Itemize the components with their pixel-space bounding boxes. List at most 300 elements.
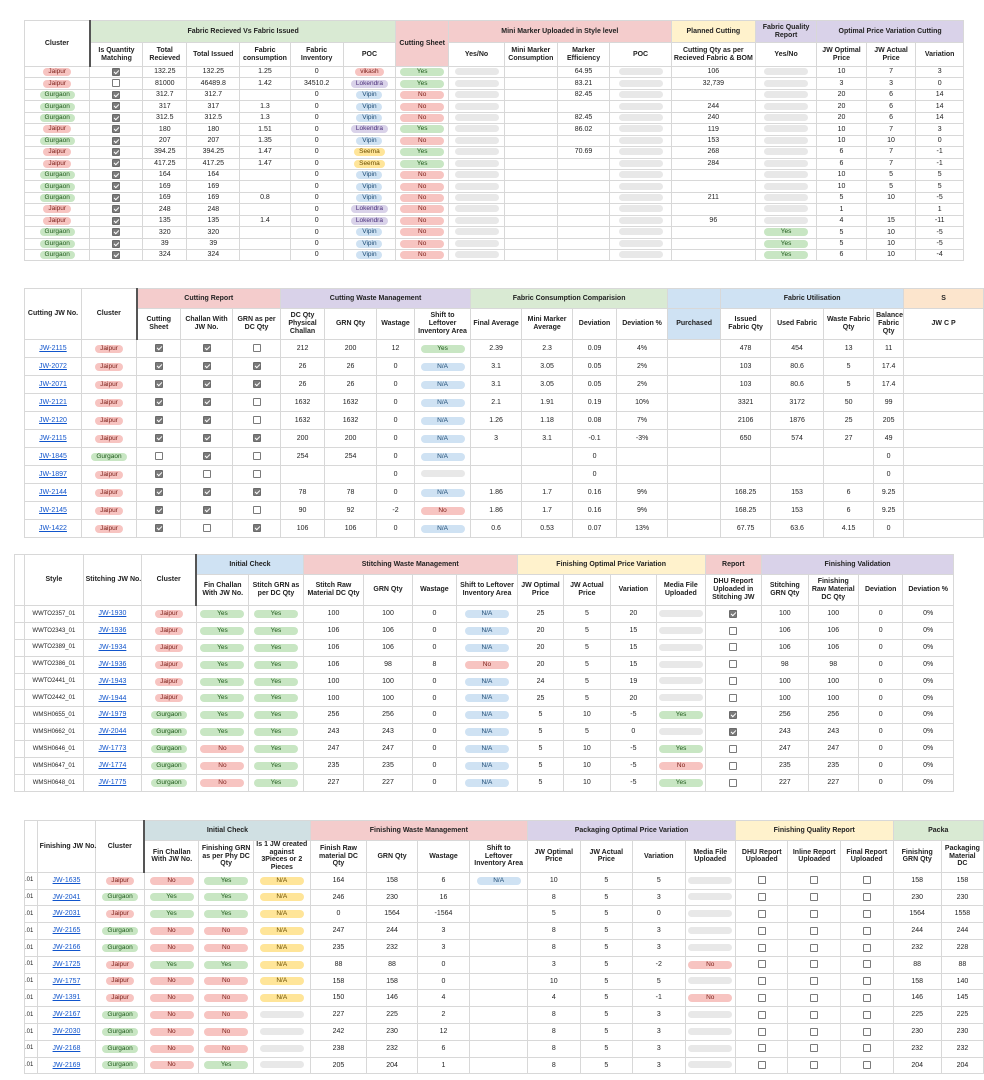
challan-checkbox[interactable]	[181, 448, 233, 466]
balance-fabric-cell[interactable]: 0	[874, 520, 904, 538]
truncated-cell[interactable]: .01	[25, 1007, 38, 1024]
checkbox[interactable]	[203, 362, 211, 370]
jw-link[interactable]: JW-1944	[98, 694, 127, 702]
total-received-cell[interactable]: 135	[143, 215, 187, 226]
variation-cell[interactable]: 19	[610, 673, 656, 690]
poc-cell[interactable]	[343, 169, 396, 180]
grn-qty-cell[interactable]: 254	[325, 448, 377, 466]
stitch-grn-cell[interactable]	[249, 690, 304, 707]
jw-link-cell[interactable]	[83, 639, 142, 656]
variation-cell[interactable]: 14	[916, 89, 964, 100]
cluster-cell[interactable]	[82, 430, 137, 448]
wastage-cell[interactable]: 0	[377, 430, 415, 448]
checkbox[interactable]	[112, 159, 120, 167]
deviation-cell[interactable]: 0	[858, 741, 902, 758]
fabric-quality-cell[interactable]	[756, 89, 817, 100]
wastage-cell[interactable]: 0	[412, 724, 456, 741]
fabric-consumption-cell[interactable]	[240, 181, 291, 192]
cluster-cell[interactable]	[142, 774, 197, 791]
checkbox[interactable]	[155, 434, 163, 442]
jw-pieces-cell[interactable]	[253, 889, 310, 906]
media-file-cell[interactable]	[657, 606, 705, 623]
purchased-cell[interactable]	[668, 340, 721, 358]
jw-link[interactable]: JW-2041	[52, 893, 81, 901]
mini-marker-yesno-cell[interactable]	[449, 204, 505, 215]
total-issued-cell[interactable]: 135	[187, 215, 240, 226]
jw-optimal-price-cell[interactable]: 1	[817, 204, 867, 215]
wastage-cell[interactable]: 8	[412, 656, 456, 673]
quantity-matching-checkbox[interactable]	[90, 215, 143, 226]
jw-link[interactable]: JW-2115	[39, 344, 67, 352]
shift-leftover-cell[interactable]	[457, 724, 518, 741]
packaging-material-cell[interactable]: 225	[941, 1007, 983, 1024]
finishing-raw-dc-cell[interactable]: 106	[808, 639, 858, 656]
final-report-checkbox[interactable]	[840, 923, 893, 940]
jw-optimal-price-cell[interactable]: 8	[528, 939, 581, 956]
waste-fabric-cell[interactable]	[824, 448, 874, 466]
checkbox[interactable]	[729, 762, 737, 770]
finish-raw-dc-cell[interactable]: 88	[310, 956, 367, 973]
truncated-cell[interactable]: .01	[25, 923, 38, 940]
jw-optimal-price-cell[interactable]: 4	[817, 215, 867, 226]
checkbox[interactable]	[112, 148, 120, 156]
mini-marker-average-cell[interactable]: 1.18	[522, 412, 573, 430]
style-cell[interactable]: WMSH0647_01	[25, 758, 84, 775]
mini-marker-average-cell[interactable]	[522, 448, 573, 466]
waste-fabric-cell[interactable]: 25	[824, 412, 874, 430]
poc-cell[interactable]	[343, 204, 396, 215]
deviation-pct-cell[interactable]: 0%	[903, 741, 954, 758]
total-issued-cell[interactable]: 132.25	[187, 67, 240, 78]
finishing-grn-qty-cell[interactable]: 158	[893, 973, 941, 990]
shift-leftover-cell[interactable]	[415, 466, 471, 484]
grn-qty-cell[interactable]: 227	[364, 774, 412, 791]
fin-challan-cell[interactable]	[196, 606, 248, 623]
poc-cell[interactable]	[343, 147, 396, 158]
shift-leftover-cell[interactable]	[457, 639, 518, 656]
jw-optimal-price-cell[interactable]: 5	[517, 774, 563, 791]
purchased-cell[interactable]	[668, 358, 721, 376]
inline-report-checkbox[interactable]	[788, 939, 841, 956]
grn-qty-cell[interactable]: 243	[364, 724, 412, 741]
finishing-raw-dc-cell[interactable]: 98	[808, 656, 858, 673]
deviation-pct-cell[interactable]	[617, 466, 668, 484]
grn-qty-cell[interactable]: 1564	[367, 906, 417, 923]
total-received-cell[interactable]: 132.25	[143, 67, 187, 78]
marker-efficiency-cell[interactable]: 86.02	[557, 124, 610, 135]
deviation-pct-cell[interactable]: 0%	[903, 639, 954, 656]
challan-checkbox[interactable]	[181, 502, 233, 520]
balance-fabric-cell[interactable]: 17.4	[874, 376, 904, 394]
jw-optimal-price-cell[interactable]: 25	[517, 606, 563, 623]
total-received-cell[interactable]: 312.7	[143, 89, 187, 100]
stitching-grn-qty-cell[interactable]: 98	[762, 656, 808, 673]
fabric-inventory-cell[interactable]: 0	[290, 215, 343, 226]
waste-fabric-cell[interactable]: 6	[824, 484, 874, 502]
stitching-grn-qty-cell[interactable]: 100	[762, 690, 808, 707]
mini-marker-average-cell[interactable]: 3.05	[522, 376, 573, 394]
dc-qty-cell[interactable]	[281, 466, 325, 484]
variation-cell[interactable]: 3	[633, 889, 686, 906]
grn-checkbox[interactable]	[233, 484, 281, 502]
quantity-matching-checkbox[interactable]	[90, 169, 143, 180]
mini-marker-yesno-cell[interactable]	[449, 89, 505, 100]
checkbox[interactable]	[863, 977, 871, 985]
mini-marker-poc-cell[interactable]	[610, 67, 671, 78]
used-fabric-cell[interactable]	[771, 448, 824, 466]
finishing-raw-dc-cell[interactable]: 100	[808, 690, 858, 707]
fabric-quality-cell[interactable]	[756, 112, 817, 123]
checkbox[interactable]	[758, 960, 766, 968]
mini-marker-poc-cell[interactable]	[610, 204, 671, 215]
checkbox[interactable]	[758, 994, 766, 1002]
quantity-matching-checkbox[interactable]	[90, 192, 143, 203]
marker-efficiency-cell[interactable]: 82.45	[557, 89, 610, 100]
shift-leftover-cell[interactable]	[415, 520, 471, 538]
final-report-checkbox[interactable]	[840, 1057, 893, 1074]
total-issued-cell[interactable]: 317	[187, 101, 240, 112]
grn-qty-cell[interactable]: 26	[325, 376, 377, 394]
grn-qty-cell[interactable]: 232	[367, 1040, 417, 1057]
fabric-quality-cell[interactable]	[756, 238, 817, 249]
checkbox[interactable]	[810, 893, 818, 901]
stitching-grn-qty-cell[interactable]: 106	[762, 622, 808, 639]
challan-checkbox[interactable]	[181, 466, 233, 484]
mini-marker-yesno-cell[interactable]	[449, 124, 505, 135]
grn-qty-cell[interactable]: 244	[367, 923, 417, 940]
total-issued-cell[interactable]: 180	[187, 124, 240, 135]
jw-actual-price-cell[interactable]: 10	[866, 192, 916, 203]
jw-actual-price-cell[interactable]: 5	[866, 181, 916, 192]
jw-optimal-price-cell[interactable]: 20	[817, 89, 867, 100]
checkbox[interactable]	[810, 876, 818, 884]
deviation-cell[interactable]: 0.09	[573, 340, 617, 358]
fin-challan-cell[interactable]	[196, 724, 248, 741]
jw-pieces-cell[interactable]	[253, 872, 310, 889]
cluster-cell[interactable]	[96, 973, 144, 990]
fabric-quality-cell[interactable]	[756, 158, 817, 169]
media-file-cell[interactable]	[657, 622, 705, 639]
jw-optimal-price-cell[interactable]: 20	[517, 656, 563, 673]
finishing-grn-qty-cell[interactable]: 146	[893, 990, 941, 1007]
finish-raw-dc-cell[interactable]: 238	[310, 1040, 367, 1057]
total-issued-cell[interactable]: 207	[187, 135, 240, 146]
dc-qty-cell[interactable]: 26	[281, 376, 325, 394]
media-file-cell[interactable]	[657, 707, 705, 724]
poc-cell[interactable]	[343, 250, 396, 261]
media-file-cell[interactable]	[685, 956, 735, 973]
deviation-pct-cell[interactable]: 0%	[903, 622, 954, 639]
variation-cell[interactable]: -5	[610, 758, 656, 775]
jw-actual-price-cell[interactable]: 7	[866, 158, 916, 169]
used-fabric-cell[interactable]: 153	[771, 484, 824, 502]
jw-link[interactable]: JW-2044	[98, 728, 127, 736]
jw-link[interactable]: JW-1936	[98, 660, 127, 668]
planned-cutting-cell[interactable]: 244	[671, 101, 755, 112]
cluster-cell[interactable]	[25, 67, 90, 78]
wastage-cell[interactable]: 0	[377, 358, 415, 376]
media-file-cell[interactable]	[657, 741, 705, 758]
jw-link-cell[interactable]	[83, 707, 142, 724]
finish-raw-dc-cell[interactable]: 0	[310, 906, 367, 923]
variation-cell[interactable]: 5	[633, 973, 686, 990]
checkbox[interactable]	[863, 1061, 871, 1069]
checkbox[interactable]	[155, 398, 163, 406]
finish-raw-dc-cell[interactable]: 247	[310, 923, 367, 940]
mini-marker-yesno-cell[interactable]	[449, 112, 505, 123]
style-cell[interactable]: WMSH0646_01	[25, 741, 84, 758]
deviation-cell[interactable]: -0.1	[573, 430, 617, 448]
wastage-cell[interactable]: 0	[412, 606, 456, 623]
mini-marker-poc-cell[interactable]	[610, 78, 671, 89]
variation-cell[interactable]: 20	[610, 606, 656, 623]
media-file-cell[interactable]	[685, 1007, 735, 1024]
balance-fabric-cell[interactable]: 9.25	[874, 484, 904, 502]
deviation-cell[interactable]: 0.05	[573, 358, 617, 376]
used-fabric-cell[interactable]: 1876	[771, 412, 824, 430]
jw-actual-price-cell[interactable]: 5	[564, 606, 610, 623]
deviation-pct-cell[interactable]: 0%	[903, 656, 954, 673]
truncated-cell[interactable]: .01	[25, 973, 38, 990]
quantity-matching-checkbox[interactable]	[90, 181, 143, 192]
grn-qty-cell[interactable]: 106	[364, 639, 412, 656]
fin-challan-cell[interactable]	[144, 956, 199, 973]
fin-challan-cell[interactable]	[196, 673, 248, 690]
style-cell[interactable]: WMSH0655_01	[25, 707, 84, 724]
final-average-cell[interactable]: 3	[471, 430, 522, 448]
final-average-cell[interactable]: 3.1	[471, 358, 522, 376]
inline-report-checkbox[interactable]	[788, 923, 841, 940]
mini-marker-consumption-cell[interactable]	[504, 250, 557, 261]
jw-actual-price-cell[interactable]: 5	[580, 939, 633, 956]
checkbox[interactable]	[112, 102, 120, 110]
variation-cell[interactable]: -5	[916, 192, 964, 203]
jw-link-cell[interactable]	[37, 1023, 96, 1040]
media-file-cell[interactable]	[685, 1023, 735, 1040]
checkbox[interactable]	[112, 194, 120, 202]
final-report-checkbox[interactable]	[840, 906, 893, 923]
final-average-cell[interactable]: 0.6	[471, 520, 522, 538]
cluster-cell[interactable]	[142, 741, 197, 758]
planned-cutting-cell[interactable]: 268	[671, 147, 755, 158]
checkbox[interactable]	[758, 1061, 766, 1069]
inline-report-checkbox[interactable]	[788, 956, 841, 973]
raw-material-dc-cell[interactable]: 106	[303, 639, 364, 656]
stitching-grn-qty-cell[interactable]: 235	[762, 758, 808, 775]
variation-cell[interactable]: -5	[610, 774, 656, 791]
shift-leftover-cell[interactable]	[457, 707, 518, 724]
issued-fabric-cell[interactable]: 67.75	[721, 520, 771, 538]
fabric-inventory-cell[interactable]: 0	[290, 67, 343, 78]
checkbox[interactable]	[253, 488, 261, 496]
jw-optimal-price-cell[interactable]: 5	[817, 227, 867, 238]
inline-report-checkbox[interactable]	[788, 1023, 841, 1040]
deviation-cell[interactable]: 0	[858, 606, 902, 623]
cutting-sheet-cell[interactable]	[396, 112, 449, 123]
deviation-cell[interactable]: 0	[858, 690, 902, 707]
grn-qty-cell[interactable]: 158	[367, 973, 417, 990]
finish-raw-dc-cell[interactable]: 205	[310, 1057, 367, 1074]
jw-actual-price-cell[interactable]: 10	[564, 758, 610, 775]
finishing-grn-cell[interactable]	[199, 906, 254, 923]
jw-link[interactable]: JW-1930	[98, 610, 127, 618]
checkbox[interactable]	[253, 380, 261, 388]
variation-cell[interactable]: -5	[916, 238, 964, 249]
fabric-inventory-cell[interactable]: 0	[290, 112, 343, 123]
cluster-cell[interactable]	[96, 906, 144, 923]
fin-challan-cell[interactable]	[144, 1023, 199, 1040]
poc-cell[interactable]	[343, 101, 396, 112]
style-cell[interactable]: WWTO2357_01	[25, 606, 84, 623]
jw-link[interactable]: JW-2120	[39, 416, 67, 424]
cutting-sheet-checkbox[interactable]	[137, 376, 181, 394]
checkbox[interactable]	[810, 910, 818, 918]
variation-cell[interactable]: 5	[916, 169, 964, 180]
issued-fabric-cell[interactable]: 650	[721, 430, 771, 448]
dhu-report-checkbox[interactable]	[735, 1007, 788, 1024]
mini-marker-consumption-cell[interactable]	[504, 169, 557, 180]
total-received-cell[interactable]: 324	[143, 250, 187, 261]
jw-actual-price-cell[interactable]: 5	[564, 622, 610, 639]
fabric-inventory-cell[interactable]: 0	[290, 169, 343, 180]
variation-cell[interactable]: 1	[916, 204, 964, 215]
quantity-matching-checkbox[interactable]	[90, 147, 143, 158]
fabric-consumption-cell[interactable]	[240, 250, 291, 261]
jw-actual-price-cell[interactable]: 10	[564, 741, 610, 758]
jw-actual-price-cell[interactable]: 5	[866, 169, 916, 180]
deviation-cell[interactable]: 0	[858, 673, 902, 690]
cluster-cell[interactable]	[142, 690, 197, 707]
grn-checkbox[interactable]	[233, 520, 281, 538]
grn-qty-cell[interactable]: 106	[364, 622, 412, 639]
fabric-inventory-cell[interactable]: 0	[290, 204, 343, 215]
total-issued-cell[interactable]: 169	[187, 192, 240, 203]
fabric-consumption-cell[interactable]	[240, 169, 291, 180]
variation-cell[interactable]: -1	[916, 158, 964, 169]
dhu-report-checkbox[interactable]	[705, 622, 762, 639]
shift-leftover-cell[interactable]	[415, 358, 471, 376]
cluster-cell[interactable]	[25, 89, 90, 100]
mini-marker-average-cell[interactable]: 1.7	[522, 502, 573, 520]
jw-link[interactable]: JW-1943	[98, 677, 127, 685]
checkbox[interactable]	[863, 1011, 871, 1019]
jw-link[interactable]: JW-1422	[39, 524, 67, 532]
finish-raw-dc-cell[interactable]: 246	[310, 889, 367, 906]
checkbox[interactable]	[112, 240, 120, 248]
grn-checkbox[interactable]	[233, 412, 281, 430]
checkbox[interactable]	[863, 893, 871, 901]
issued-fabric-cell[interactable]: 103	[721, 376, 771, 394]
marker-efficiency-cell[interactable]	[557, 215, 610, 226]
deviation-cell[interactable]: 0.05	[573, 376, 617, 394]
jw-optimal-price-cell[interactable]: 20	[517, 622, 563, 639]
total-issued-cell[interactable]: 394.25	[187, 147, 240, 158]
cluster-cell[interactable]	[142, 622, 197, 639]
fin-challan-cell[interactable]	[144, 1040, 199, 1057]
purchased-cell[interactable]	[668, 484, 721, 502]
jw-actual-price-cell[interactable]: 6	[866, 101, 916, 112]
jw-optimal-price-cell[interactable]: 6	[817, 250, 867, 261]
waste-fabric-cell[interactable]: 5	[824, 376, 874, 394]
grn-qty-cell[interactable]: 256	[364, 707, 412, 724]
jw-actual-price-cell[interactable]: 10	[866, 135, 916, 146]
jw-optimal-price-cell[interactable]: 5	[517, 724, 563, 741]
fabric-quality-cell[interactable]	[756, 181, 817, 192]
cutting-sheet-cell[interactable]	[396, 250, 449, 261]
checkbox[interactable]	[203, 344, 211, 352]
total-issued-cell[interactable]: 312.7	[187, 89, 240, 100]
jw-actual-price-cell[interactable]: 10	[866, 227, 916, 238]
cutting-sheet-checkbox[interactable]	[137, 430, 181, 448]
jw-link-cell[interactable]	[37, 889, 96, 906]
stitching-grn-qty-cell[interactable]: 106	[762, 639, 808, 656]
fabric-quality-cell[interactable]	[756, 147, 817, 158]
checkbox[interactable]	[155, 506, 163, 514]
truncated-cell[interactable]: .01	[25, 939, 38, 956]
style-cell[interactable]: WWTO2343_01	[25, 622, 84, 639]
poc-cell[interactable]	[343, 181, 396, 192]
jw-link[interactable]: JW-2031	[52, 910, 81, 918]
purchased-cell[interactable]	[668, 466, 721, 484]
wastage-cell[interactable]: 0	[377, 412, 415, 430]
finishing-raw-dc-cell[interactable]: 100	[808, 606, 858, 623]
fabric-consumption-cell[interactable]	[240, 227, 291, 238]
checkbox[interactable]	[253, 524, 261, 532]
jw-link[interactable]: JW-2145	[39, 506, 67, 514]
checkbox[interactable]	[863, 910, 871, 918]
fin-challan-cell[interactable]	[144, 1007, 199, 1024]
total-issued-cell[interactable]: 169	[187, 181, 240, 192]
wastage-cell[interactable]: 0	[412, 622, 456, 639]
stitch-grn-cell[interactable]	[249, 758, 304, 775]
grn-qty-cell[interactable]: 230	[367, 889, 417, 906]
wastage-cell[interactable]: 4	[417, 990, 470, 1007]
deviation-pct-cell[interactable]: 9%	[617, 502, 668, 520]
dhu-report-checkbox[interactable]	[705, 774, 762, 791]
checkbox[interactable]	[729, 745, 737, 753]
stitching-grn-qty-cell[interactable]: 100	[762, 673, 808, 690]
cluster-cell[interactable]	[25, 204, 90, 215]
quantity-matching-checkbox[interactable]	[90, 78, 143, 89]
jw-optimal-price-cell[interactable]: 10	[528, 872, 581, 889]
grn-checkbox[interactable]	[233, 430, 281, 448]
jw-link-cell[interactable]	[25, 502, 82, 520]
marker-efficiency-cell[interactable]	[557, 158, 610, 169]
mini-marker-consumption-cell[interactable]	[504, 101, 557, 112]
fin-challan-cell[interactable]	[196, 741, 248, 758]
wastage-cell[interactable]: 12	[377, 340, 415, 358]
inline-report-checkbox[interactable]	[788, 973, 841, 990]
jw-optimal-price-cell[interactable]: 8	[528, 889, 581, 906]
cluster-cell[interactable]	[82, 520, 137, 538]
waste-fabric-cell[interactable]: 27	[824, 430, 874, 448]
issued-fabric-cell[interactable]: 478	[721, 340, 771, 358]
checkbox[interactable]	[155, 362, 163, 370]
shift-leftover-cell[interactable]	[470, 1057, 528, 1074]
finishing-raw-dc-cell[interactable]: 256	[808, 707, 858, 724]
shift-leftover-cell[interactable]	[457, 741, 518, 758]
mini-marker-consumption-cell[interactable]	[504, 204, 557, 215]
fabric-consumption-cell[interactable]	[240, 204, 291, 215]
poc-cell[interactable]	[343, 67, 396, 78]
checkbox[interactable]	[112, 68, 120, 76]
stitching-grn-qty-cell[interactable]: 247	[762, 741, 808, 758]
fabric-inventory-cell[interactable]: 0	[290, 227, 343, 238]
poc-cell[interactable]	[343, 135, 396, 146]
dhu-report-checkbox[interactable]	[735, 990, 788, 1007]
cluster-cell[interactable]	[142, 656, 197, 673]
wastage-cell[interactable]: 0	[412, 774, 456, 791]
